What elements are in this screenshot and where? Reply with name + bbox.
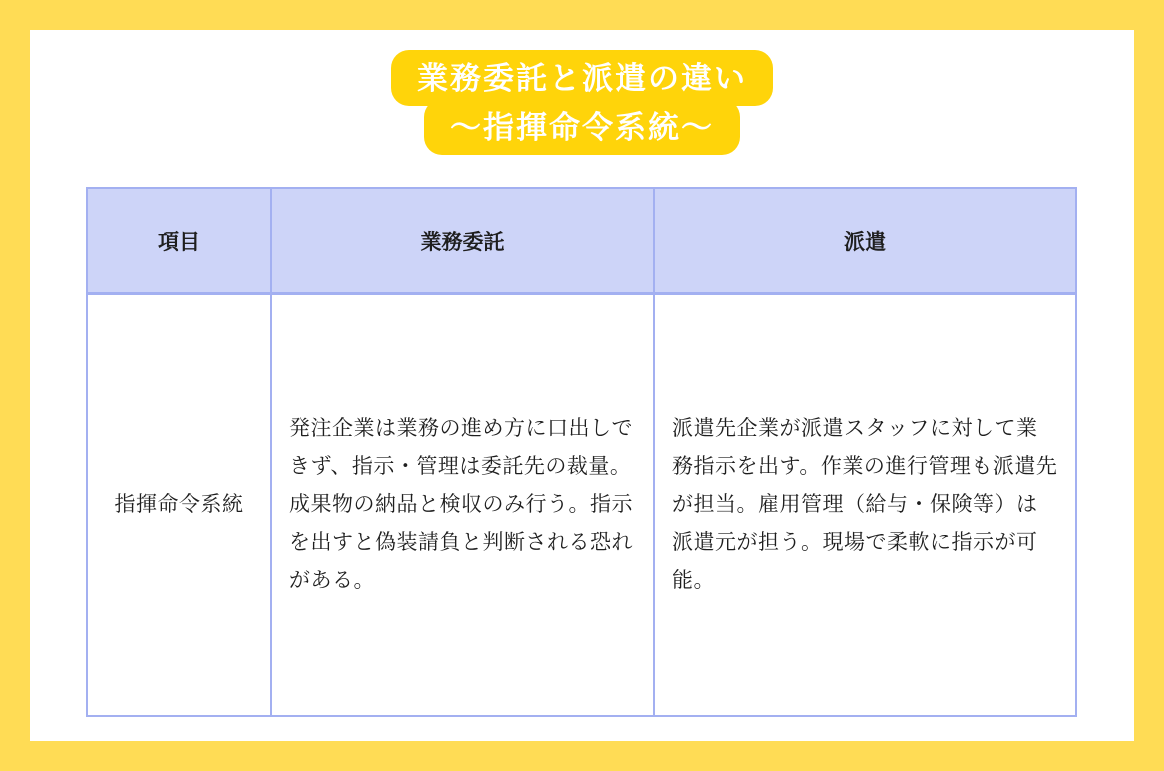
column-header-outsourcing: 業務委託: [272, 189, 655, 295]
content-panel: [30, 30, 1134, 741]
title-line-1: 業務委託と派遣の違い: [391, 50, 773, 106]
title-badge: [30, 50, 1134, 155]
row-label-chain-of-command: 指揮命令系統: [88, 295, 272, 715]
cell-outsourcing-description: 発注企業は業務の進め方に口出しできず、指示・管理は委託先の裁量。成果物の納品と検収のみ行う。指示を出すと偽装請負と判断される恐れがある。: [272, 295, 655, 715]
column-header-item: 項目: [88, 189, 272, 295]
cell-dispatch-description: 派遣先企業が派遣スタッフに対して業務指示を出す。作業の進行管理も派遣先が担当。雇用管理（給与・保険等）は派遣元が担う。現場で柔軟に指示が可能。: [672, 417, 1058, 592]
title-line-2: ～指揮命令系統～: [424, 99, 740, 155]
column-header-dispatch: 派遣: [655, 189, 1075, 295]
comparison-table: [86, 187, 1077, 717]
